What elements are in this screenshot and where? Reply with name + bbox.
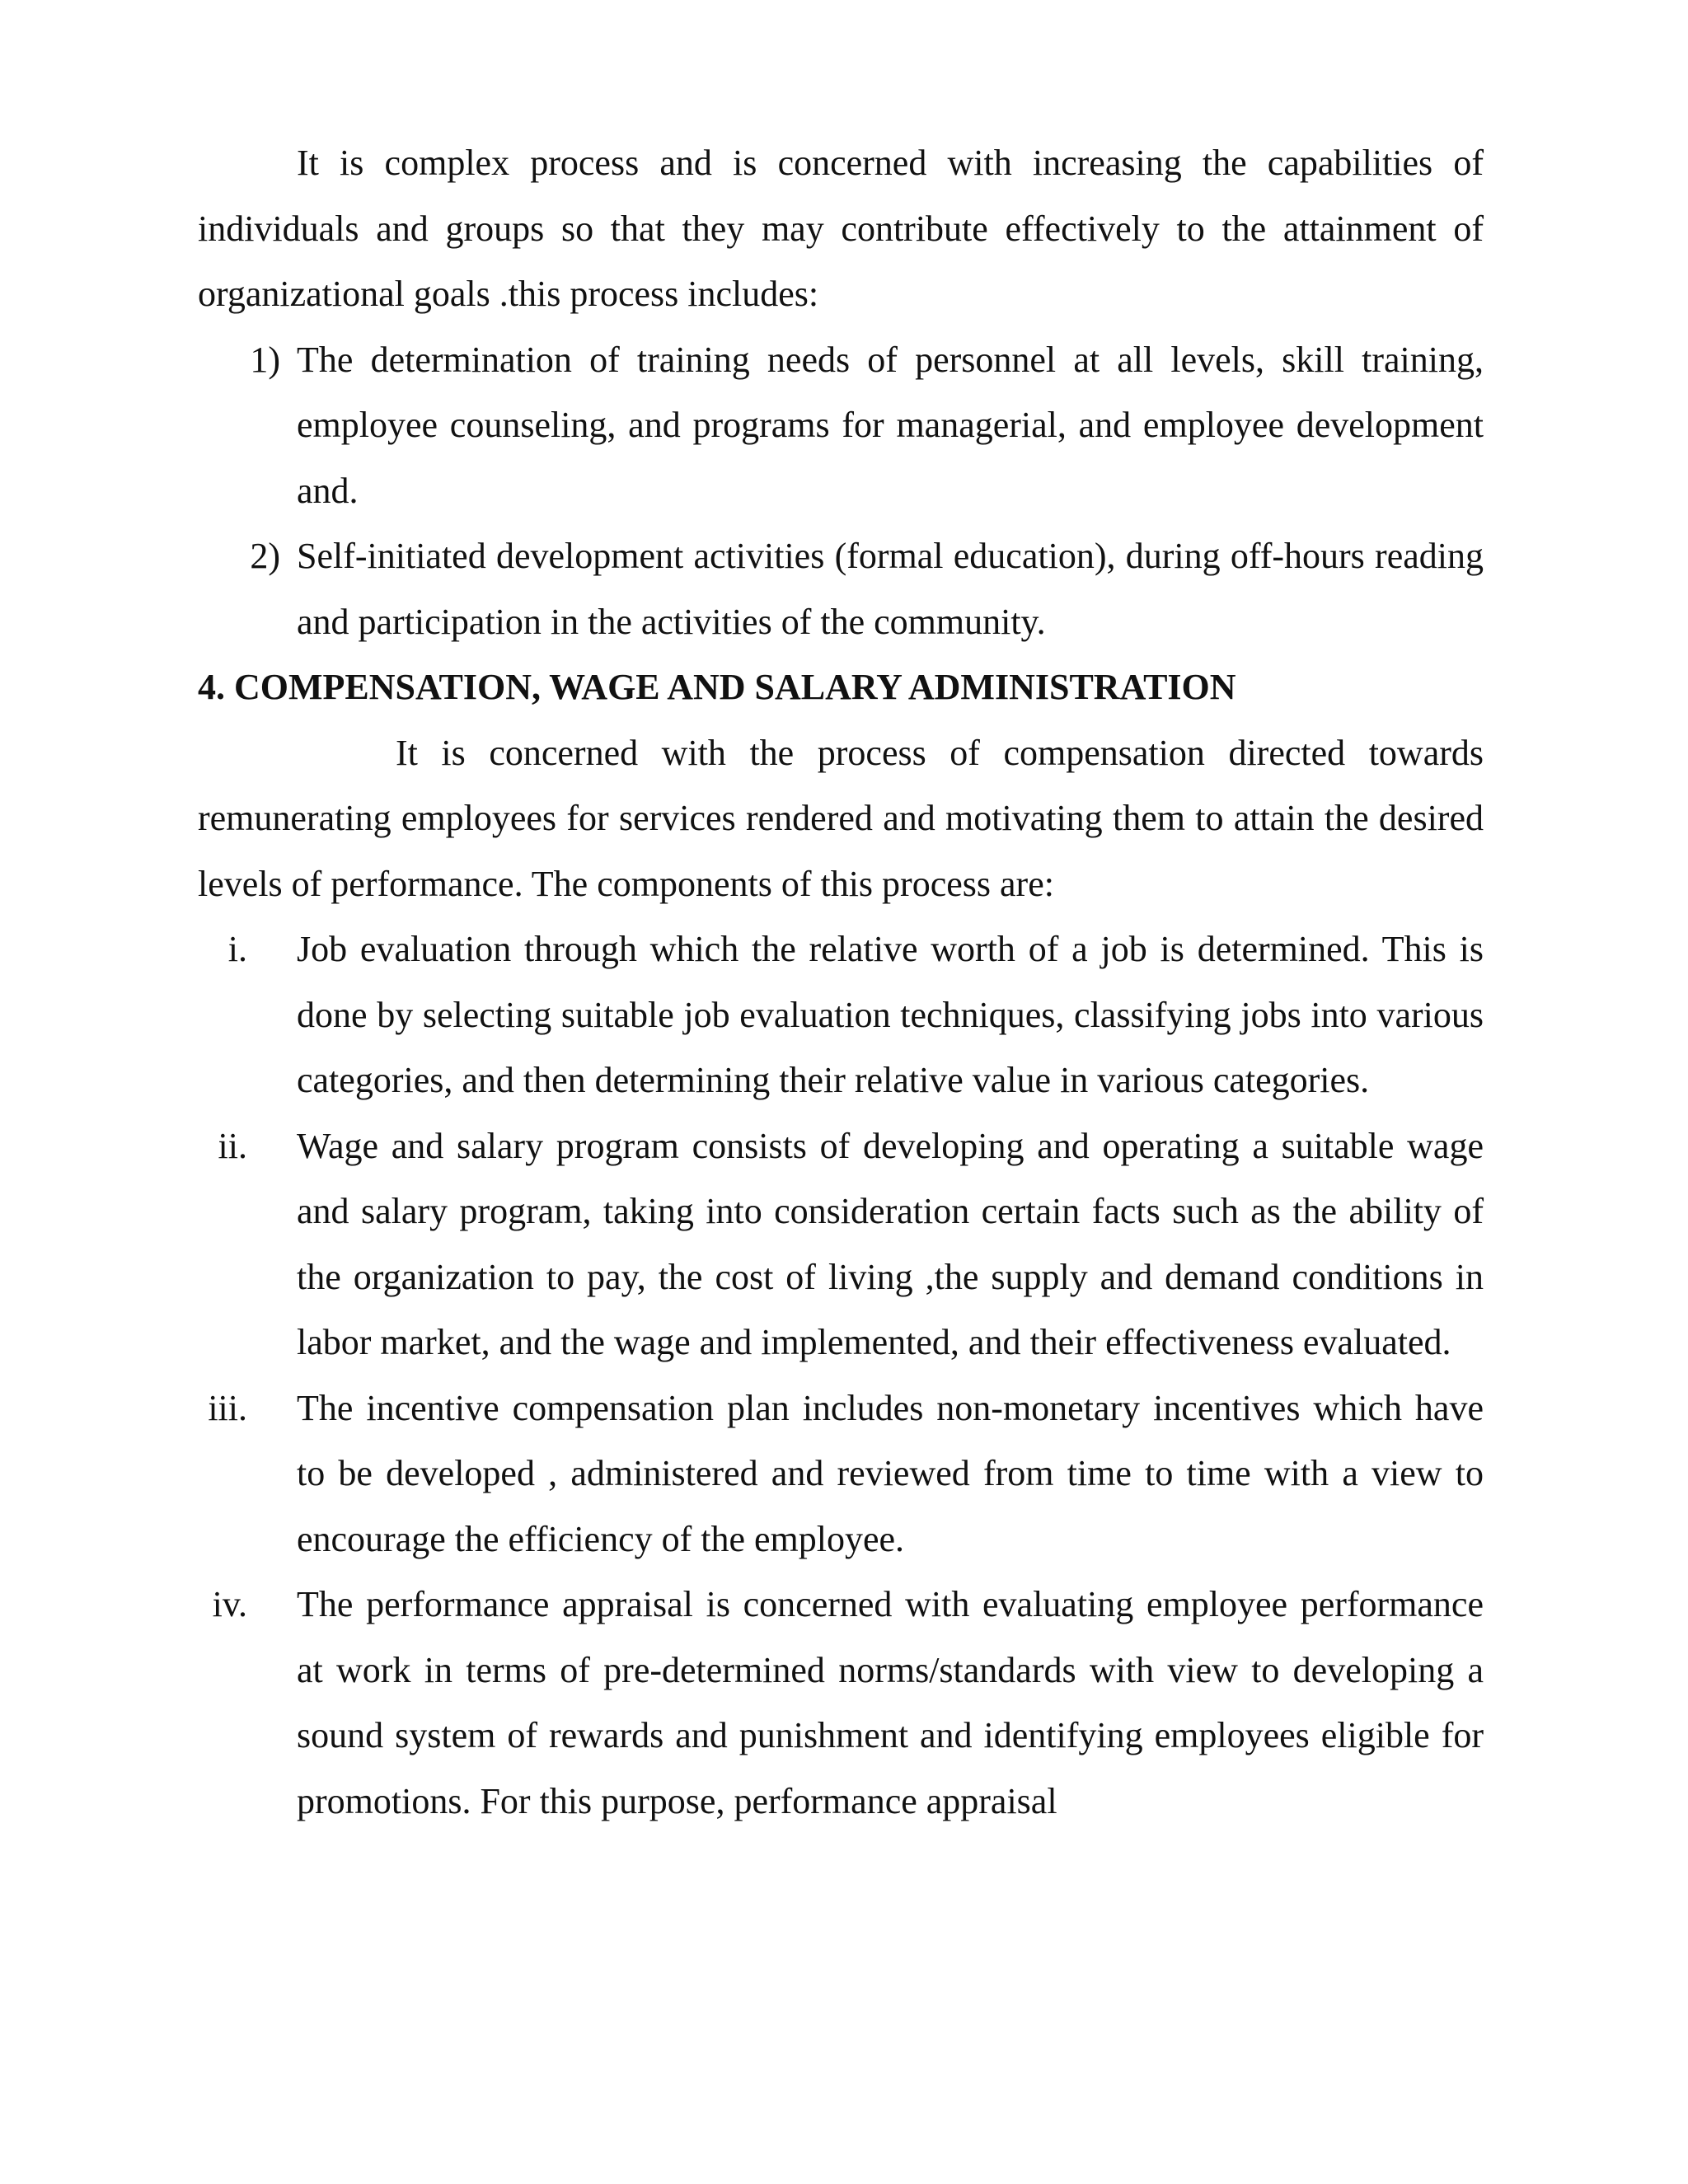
page-content [198,130,1484,1834]
list-marker: 1) [250,339,280,380]
list-item-text: Wage and salary program consists of developing and operating a suitable wage and salary program, taking into consideration certain facts such as the ability of the organization to pay, the cost of living ,the supply and demand conditions in labor market, and the wage and implemented, and their effectiveness evaluated. [297,1125,1484,1362]
section-heading: 4. COMPENSATION, WAGE AND SALARY ADMINISTRATION [198,667,1236,707]
list-item-text: The determination of training needs of personnel at all levels, skill training, employee counseling, and programs for managerial, and employee development and. [297,339,1484,511]
list-item-text: Job evaluation through which the relative worth of a job is determined. This is done by selecting suitable job evaluation techniques, classifying jobs into various categories, and then determining their relative value in various categories. [297,929,1484,1100]
list-item [198,916,1484,1113]
list-item [198,1572,1484,1834]
list-item [198,327,1484,524]
list-item-text: The incentive compensation plan includes non-monetary incentives which have to be developed , administered and reviewed from time to time with a view to encourage the efficiency of the employee. [297,1387,1484,1559]
intro-paragraph: It is complex process and is concerned with increasing the capabilities of individuals and groups so that they may contribute effectively to the attainment of organizational goals .this process includes: [198,143,1484,314]
list-marker: iii. [208,1387,247,1428]
list-marker: ii. [218,1125,247,1166]
list-item [198,523,1484,654]
list-marker: iv. [212,1584,247,1624]
section-intro-paragraph: It is concerned with the process of compensation directed towards remunerating employees for services rendered and motivating them to attain the desired levels of performance. The components of this process are: [198,732,1484,904]
list-item-text: Self-initiated development activities (formal education), during off-hours reading and participation in the activities of the community. [297,536,1484,642]
numbered-list [198,327,1484,655]
list-item [198,1376,1484,1572]
list-item [198,1113,1484,1376]
roman-list [198,916,1484,1834]
list-marker: i. [227,929,247,969]
list-marker: 2) [250,536,280,576]
list-item-text: The performance appraisal is concerned with evaluating employee performance at work in terms of pre-determined norms/standards with view to developing a sound system of rewards and punishment and identifying employees eligible for promotions. For this purpose, performance appraisal [297,1584,1484,1821]
